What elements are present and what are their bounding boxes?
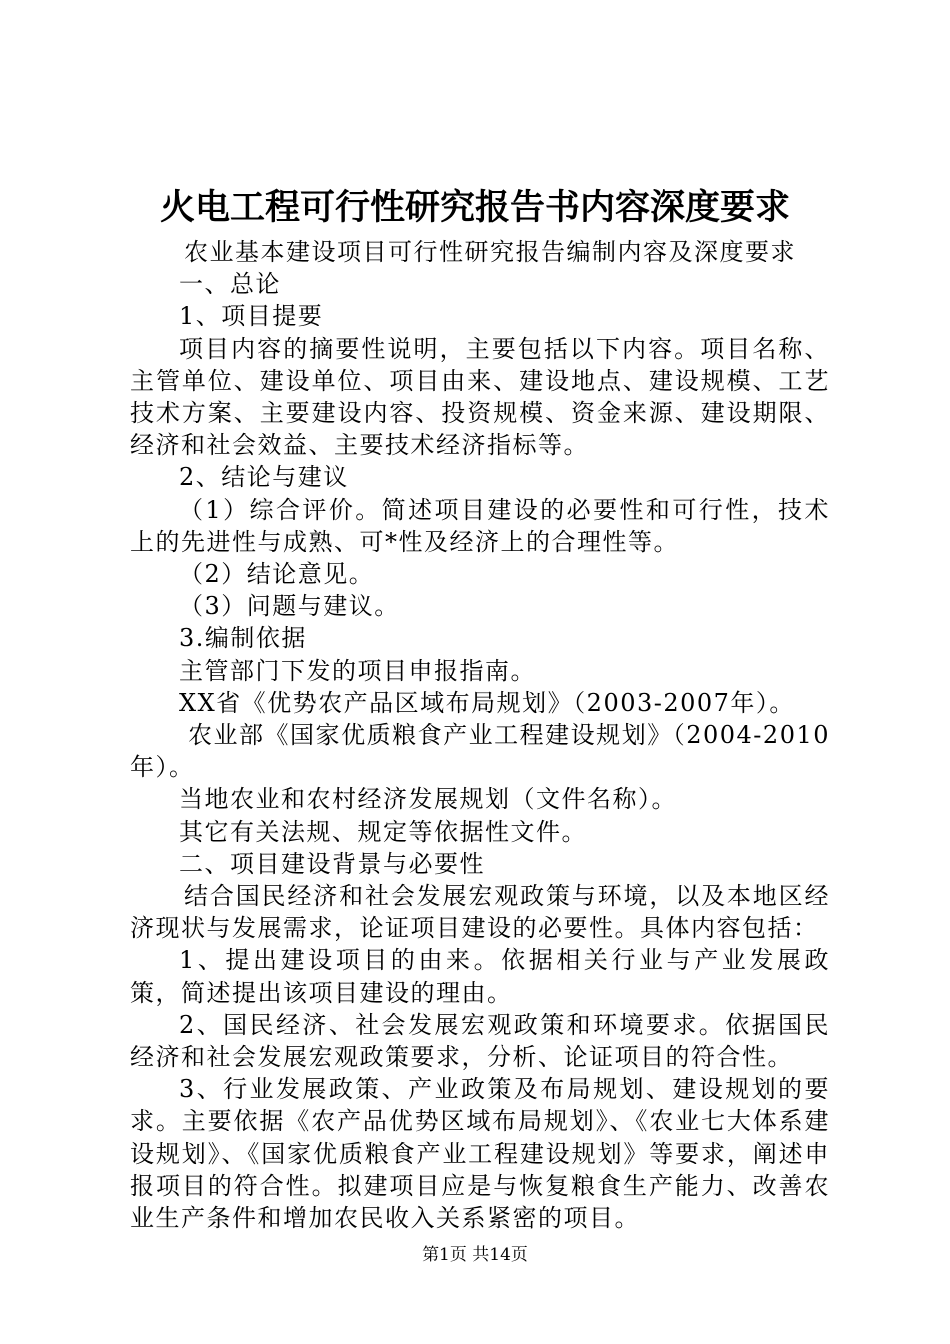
- document-title: 火电工程可行性研究报告书内容深度要求: [159, 187, 790, 228]
- paragraph-subtitle: 农业基本建设项目可行性研究报告编制内容及深度要求: [184, 238, 796, 266]
- paragraph-basis-ministry: 农业部《国家优质粮食产业工程建设规划》（2004-2010年）。: [130, 721, 830, 782]
- heading-general: 一、总论: [179, 270, 281, 299]
- paragraph-basis-guide: 主管部门下发的项目申报指南。: [179, 656, 536, 685]
- heading-conclusion: 2、结论与建议: [179, 463, 349, 492]
- paragraph-basis-local: 当地农业和农村经济发展规划（文件名称）。: [179, 785, 677, 814]
- page-footer: 第1页 共14页: [422, 1245, 528, 1265]
- paragraph-industry-policy: 3、行业发展政策、产业政策及布局规划、建设规划的要求。主要依据《农产品优势区域布局规划》、《农业七大体系建设规划》、《国家优质粮食产业工程建设规划》等要求，阐述申报项目的符合性。拟建项目应是与恢复粮食生产能力、改善农业生产条件和增加农民收入关系紧密的项目。: [130, 1075, 830, 1233]
- heading-project-summary: 1、项目提要: [179, 302, 324, 331]
- paragraph-origin: 1、提出建设项目的由来。依据相关行业与产业发展政策，简述提出该项目建设的理由。: [130, 946, 830, 1007]
- paragraph-macro-policy: 2、国民经济、社会发展宏观政策和环境要求。依据国民经济和社会发展宏观政策要求，分析、论证项目的符合性。: [130, 1010, 830, 1072]
- paragraph-background: 结合国民经济和社会发展宏观政策与环境，以及本地区经济现状与发展需求，论证项目建设的必要性。具体内容包括：: [130, 882, 830, 943]
- paragraph-issues: （3）问题与建议。: [179, 592, 400, 621]
- paragraph-basis-province: XX省《优势农产品区域布局规划》（2003-2007年）。: [179, 688, 795, 717]
- document-body: [130, 236, 830, 1234]
- paragraph-opinion: （2）结论意见。: [179, 560, 375, 589]
- heading-background: 二、项目建设背景与必要性: [179, 849, 485, 878]
- paragraph-evaluation: （1）综合评价。简述项目建设的必要性和可行性，技术上的先进性与成熟、可*性及经济上的合理性等。: [130, 495, 830, 556]
- paragraph-basis-other: 其它有关法规、规定等依据性文件。: [179, 817, 587, 846]
- paragraph-summary: 项目内容的摘要性说明，主要包括以下内容。项目名称、主管单位、建设单位、项目由来、建设地点、建设规模、工艺技术方案、主要建设内容、投资规模、资金来源、建设期限、经济和社会效益、主要技术经济指标等。: [130, 334, 830, 460]
- heading-basis: 3.编制依据: [179, 624, 307, 653]
